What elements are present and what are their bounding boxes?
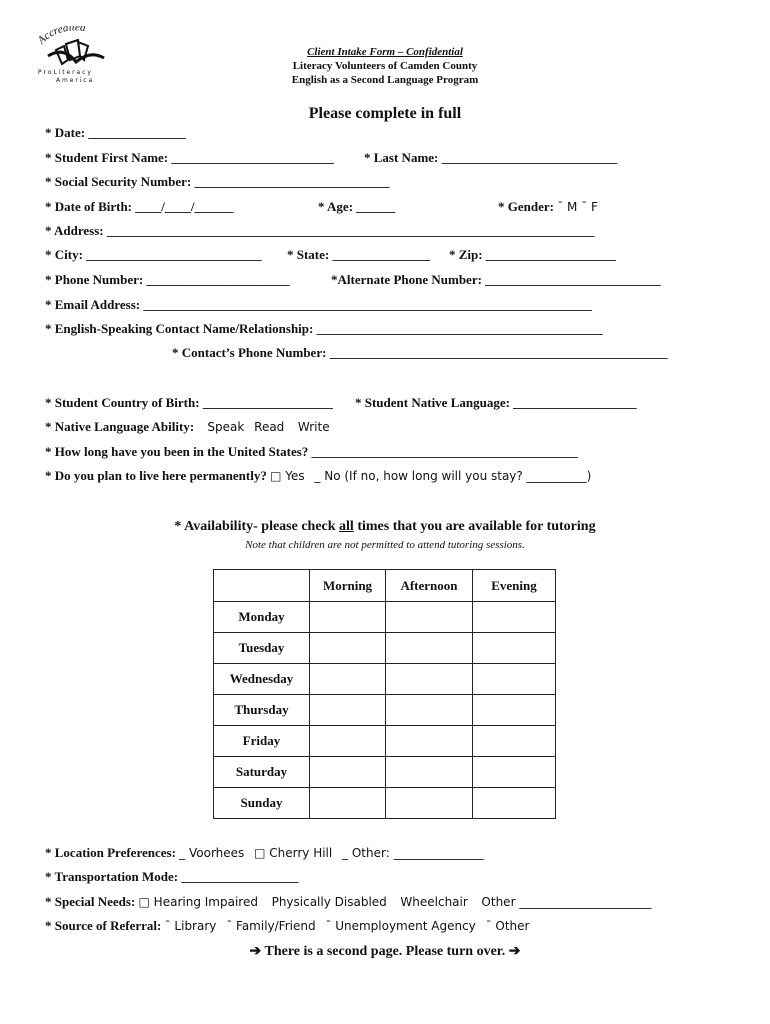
special-needs-options[interactable]: □ Hearing Impaired Physically Disabled Wheelchair Other ______________________: [138, 895, 652, 909]
gender-options[interactable]: ¯ M ¯ F: [557, 200, 598, 214]
table-row: [214, 664, 556, 695]
availability-cell[interactable]: [386, 633, 473, 664]
availability-cell[interactable]: [386, 788, 473, 819]
turn-over-text: There is a second page. Please turn over.: [261, 944, 509, 959]
column-header-morning: Morning: [310, 570, 386, 602]
address-field[interactable]: * Address: ___________________________________________________________________________: [45, 223, 595, 238]
table-row: [214, 788, 556, 819]
availability-title: [0, 519, 770, 535]
language-ability-label: * Native Language Ability:: [45, 419, 195, 434]
day-label-tuesday: Tuesday: [214, 633, 310, 664]
availability-cell[interactable]: [473, 695, 556, 726]
turn-over-note: [0, 943, 770, 960]
day-label-thursday: Thursday: [214, 695, 310, 726]
contact-name-field[interactable]: * English-Speaking Contact Name/Relationship: ____________________________________________: [45, 321, 603, 336]
availability-cell[interactable]: [310, 757, 386, 788]
table-row: [214, 602, 556, 633]
city-field[interactable]: * City: ___________________________: [45, 247, 262, 262]
referral-source-field[interactable]: [45, 918, 529, 934]
logo-subtext-1: P r o L i t e r a c y: [38, 69, 91, 76]
transportation-field[interactable]: * Transportation Mode: __________________: [45, 869, 299, 884]
availability-cell[interactable]: [473, 757, 556, 788]
availability-cell[interactable]: [473, 664, 556, 695]
referral-source-options[interactable]: ¯ Library ¯ Family/Friend ¯ Unemployment Agency ¯ Other: [164, 919, 530, 933]
day-label-friday: Friday: [214, 726, 310, 757]
day-label-sunday: Sunday: [214, 788, 310, 819]
availability-table: [213, 569, 556, 819]
table-row: [214, 695, 556, 726]
availability-title-emphasis: all: [339, 519, 354, 534]
country-of-birth-field[interactable]: * Student Country of Birth: ____________________: [45, 395, 333, 410]
availability-cell[interactable]: [310, 633, 386, 664]
day-label-wednesday: Wednesday: [214, 664, 310, 695]
availability-cell[interactable]: [310, 788, 386, 819]
gender-label: * Gender:: [498, 199, 554, 214]
special-needs-label: * Special Needs:: [45, 894, 136, 909]
phone-field[interactable]: * Phone Number: ______________________: [45, 272, 290, 287]
availability-cell[interactable]: [386, 757, 473, 788]
column-header-afternoon: Afternoon: [386, 570, 473, 602]
dob-field[interactable]: * Date of Birth: ____/____/______: [45, 199, 234, 214]
location-preferences-options[interactable]: _ Voorhees □ Cherry Hill _ Other: _______________: [179, 846, 484, 860]
arrow-right-icon: ➔: [508, 944, 521, 959]
table-row: [214, 726, 556, 757]
zip-field[interactable]: * Zip: ____________________: [449, 247, 616, 262]
availability-title-post: times that you are available for tutoring: [353, 519, 596, 534]
referral-source-label: * Source of Referral:: [45, 918, 162, 933]
availability-cell[interactable]: [473, 788, 556, 819]
last-name-field[interactable]: * Last Name: ___________________________: [364, 150, 618, 165]
location-preferences-label: * Location Preferences:: [45, 845, 176, 860]
arrow-right-icon: ➔: [249, 944, 262, 959]
availability-cell[interactable]: [386, 664, 473, 695]
organization-name: Literacy Volunteers of Camden County: [292, 60, 478, 72]
alt-phone-field[interactable]: *Alternate Phone Number: ___________________________: [331, 272, 661, 287]
table-row: [214, 633, 556, 664]
availability-cell[interactable]: [473, 726, 556, 757]
contact-phone-field[interactable]: * Contact’s Phone Number: ____________________________________________________: [172, 345, 668, 360]
live-permanently-label: * Do you plan to live here permanently?: [45, 468, 267, 483]
table-corner-cell: [214, 570, 310, 602]
time-in-us-field[interactable]: * How long have you been in the United States? _________________________________________: [45, 444, 579, 459]
availability-note: Note that children are not permitted to attend tutoring sessions.: [245, 539, 525, 551]
first-name-field[interactable]: * Student First Name: _________________________: [45, 150, 334, 165]
live-permanently-options[interactable]: □ Yes _ No (If no, how long will you stay? __________): [270, 469, 592, 483]
native-language-field[interactable]: * Student Native Language: ___________________: [355, 395, 637, 410]
logo-subtext-2: A m e r i c a: [56, 77, 93, 84]
program-name: English as a Second Language Program: [291, 74, 479, 86]
availability-cell[interactable]: [310, 695, 386, 726]
column-header-evening: Evening: [473, 570, 556, 602]
table-header-row: [214, 570, 556, 602]
availability-cell[interactable]: [386, 602, 473, 633]
table-row: [214, 757, 556, 788]
availability-cell[interactable]: [310, 602, 386, 633]
availability-cell[interactable]: [310, 726, 386, 757]
language-ability-options[interactable]: Speak Read Write: [207, 420, 330, 434]
language-ability-field[interactable]: [45, 419, 330, 435]
age-field[interactable]: * Age: ______: [318, 199, 396, 214]
logo-arc-text: Accredited: [35, 26, 87, 47]
ssn-field[interactable]: * Social Security Number: ______________________________: [45, 174, 390, 189]
email-field[interactable]: * Email Address: _____________________________________________________________________: [45, 297, 592, 312]
availability-cell[interactable]: [473, 602, 556, 633]
availability-cell[interactable]: [310, 664, 386, 695]
day-label-monday: Monday: [214, 602, 310, 633]
availability-cell[interactable]: [386, 695, 473, 726]
special-needs-field[interactable]: [45, 894, 651, 910]
availability-cell[interactable]: [473, 633, 556, 664]
location-preferences-field[interactable]: [45, 845, 484, 861]
gender-field[interactable]: [498, 199, 598, 215]
page-subtitle: Please complete in full: [308, 105, 462, 122]
live-permanently-field[interactable]: [45, 468, 591, 484]
availability-title-pre: * Availability- please check: [174, 519, 340, 534]
state-field[interactable]: * State: _______________: [287, 247, 430, 262]
date-field[interactable]: * Date: _______________: [45, 125, 186, 140]
form-title: Client Intake Form – Confidential: [307, 46, 463, 58]
availability-cell[interactable]: [386, 726, 473, 757]
day-label-saturday: Saturday: [214, 757, 310, 788]
